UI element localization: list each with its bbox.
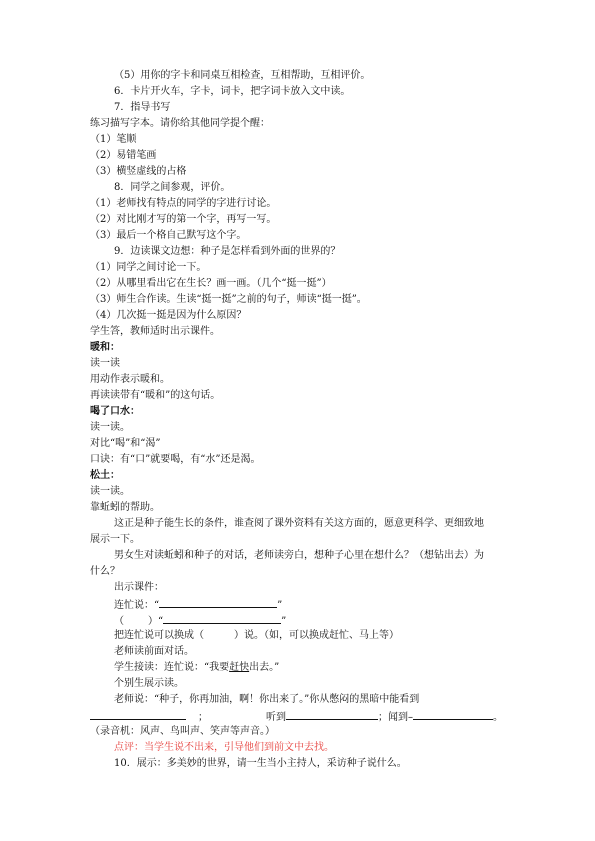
text-line: （2）从哪里看出它在生长？画一画。（几个“挺一挺”） — [90, 278, 332, 289]
text-line: 练习描写字本。请你给其他同学提个醒： — [90, 118, 270, 129]
fill-in-line — [114, 661, 507, 675]
text-fragment: ；闻到– — [378, 712, 413, 723]
text-line: 老师读前面对话。 — [114, 646, 194, 657]
text-line: （3）师生合作读。生读“挺一挺”之前的句子，师读“挺一挺”。 — [90, 294, 367, 305]
text-line: 对比“喝”和“渴” — [90, 438, 161, 449]
text-line: 9．边读课文边想：种子是怎样看到外面的世界的？ — [114, 246, 341, 257]
text-line: 展示一下。 — [90, 534, 140, 545]
answer-blank[interactable] — [413, 709, 493, 720]
text-line: 学生答，教师适时出示课件。 — [90, 326, 220, 337]
answer-blank[interactable] — [90, 709, 186, 720]
text-line: （5）用你的字卡和同桌互相检查，互相帮助，互相评价。 — [114, 70, 371, 81]
text-line: 读一读。 — [90, 486, 130, 497]
section-heading: 松土： — [90, 470, 120, 481]
text-fragment: 。 — [493, 712, 503, 723]
text-fragment: ）说。（如，可以换成赶忙、马上等） — [234, 630, 399, 641]
fill-in-line — [90, 709, 507, 725]
text-line: （2）对比刚才写的第一个字，再写一写。 — [90, 214, 277, 225]
text-line: 10．展示：多美妙的世界，请一生当小主持人，采访种子说什么。 — [114, 758, 407, 769]
text-line: 出示课件： — [114, 582, 164, 593]
text-fragment: ” — [281, 616, 287, 627]
text-line: 老师说：“种子，你再加油，啊！你出来了。”你从憋闷的黑暗中能看到 — [114, 694, 420, 705]
text-line: 个别生展示读。 — [114, 678, 184, 689]
text-line: 读一读 — [90, 358, 120, 369]
section-heading: 喝了口水： — [90, 406, 140, 417]
text-line: 这正是种子能生长的条件，谁查阅了课外资料有关这方面的，愿意更科学、更细致地 — [114, 518, 484, 529]
answer-blank[interactable] — [159, 597, 277, 608]
text-line: 什么？ — [90, 566, 120, 577]
fill-in-line — [114, 613, 507, 629]
comment-line: 点评：当学生说不出来，引导他们到前文中去找。 — [114, 742, 334, 753]
text-line: 男女生对读蚯蚓和种子的对话，老师读旁白，想种子心里在想什么？（想钻出去）为 — [114, 550, 484, 561]
text-fragment: 把连忙说可以换成（ — [114, 630, 204, 641]
text-line: 7．指导书写 — [114, 102, 171, 113]
underlined-word: 赶快 — [229, 662, 250, 673]
text-line: （3）横竖虚线的占格 — [90, 166, 187, 177]
text-line: 口诀：有“口”就要喝，有“水”还是渴。 — [90, 454, 261, 465]
text-line: 6．卡片开火车，字卡，词卡，把字词卡放入文中读。 — [114, 86, 351, 97]
answer-blank[interactable] — [163, 613, 281, 624]
text-fragment: （ — [114, 616, 124, 627]
text-fragment: 出去。” — [249, 662, 280, 673]
text-fragment: ” — [277, 600, 283, 611]
text-line: （1）同学之间讨论一下。 — [90, 262, 207, 273]
text-fragment: 连忙说：“ — [114, 600, 160, 611]
text-line: （1）老师找有特点的同学的字进行讨论。 — [90, 198, 277, 209]
text-line: 8．同学之间参观，评价。 — [114, 182, 231, 193]
text-fragment: ； — [198, 712, 208, 723]
text-line: （录音机：风声、鸟叫声、笑声等声音。） — [90, 726, 275, 737]
text-line: （3）最后一个格自己默写这个字。 — [90, 230, 247, 241]
text-line: 用动作表示暖和。 — [90, 374, 170, 385]
text-fragment: 学生接读：连忙说：“我要 — [114, 662, 230, 673]
fill-in-line — [114, 629, 507, 643]
text-line: （1）笔顺 — [90, 134, 137, 145]
text-fragment: ）“ — [148, 616, 164, 627]
section-heading: 暖和： — [90, 342, 120, 353]
text-line: 靠蚯蚓的帮助。 — [90, 502, 160, 513]
text-line: 读一读。 — [90, 422, 130, 433]
fill-in-line — [114, 597, 507, 613]
text-line: （2）易错笔画 — [90, 150, 157, 161]
text-line: 再读读带有“暖和”的这句话。 — [90, 390, 221, 401]
text-fragment: 听到 — [266, 712, 286, 723]
text-line: （4）几次挺一挺是因为什么原因？ — [90, 310, 247, 321]
answer-blank[interactable] — [286, 709, 378, 720]
